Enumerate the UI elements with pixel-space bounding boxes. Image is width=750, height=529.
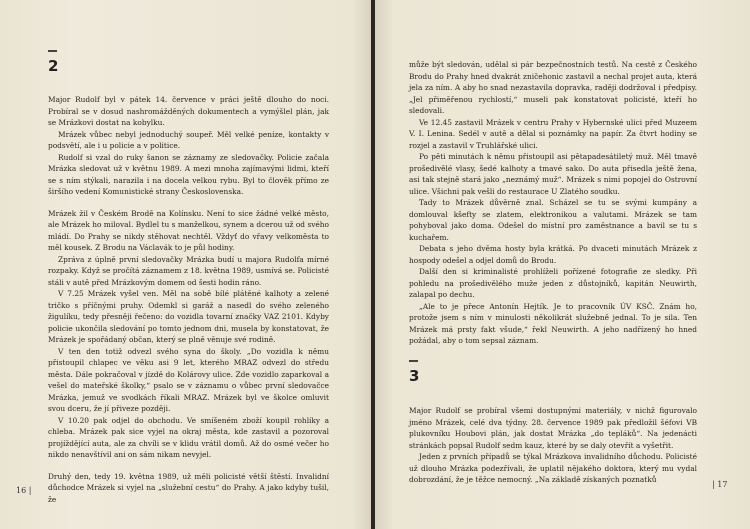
chapter-dash (409, 360, 418, 362)
paragraph: V ten den totiž odvezl svého syna do školy. „Do vozidla k němu přistoupil chlapec ve věku asi 9 let, kterého MRAZ odvezl do středu města. Dále pokračoval v jízdě do Kolárovy ulice. Zde vozidlo zaparkoval a vešel do mateřské školky,“ psalo se v záznamu o vůbec první sledovačce Mrázka, jemuž ve svodkách říkali MRAZ. Mrázek byl ve školce omluvit svou dceru, že jí přiveze později. (48, 346, 329, 413)
right-body-text-bottom (409, 405, 697, 486)
paragraph: Rudolf si vzal do ruky šanon se záznamy ze sledovačky. Policie začala Mrázka sledovat už v květnu 1989. A mezi mnoha zajímavými lidmi, kteří se s ním stýkali, narazila i na docela velkou rybu. Byl to člověk přímo ze širšího vedení Komunistické strany Československa. (48, 152, 329, 196)
chapter-number: 2 (48, 57, 59, 75)
paragraph: Ve 12.45 zastavil Mrázek v centru Prahy v Hybernské ulici před Muzeem V. I. Lenina. Sedél v autě a dělal si poznámky na papír. Za čtvrt hodiny se rozjel a zastavil v Truhlářské ulici. (409, 117, 697, 150)
paragraph: Major Rudolf se probíral všemi dostupnými materiály, v nichž figurovalo jméno Mrázek, celé dva týdny. 28. července 1989 pak předložil šéfovi VB plukovníku Houbovi plán, jak dostat Mrázka „do tepláků“. Na jedenácti stránkách popsal Rudolf sedm kauz, které by se daly otevřít a vyšetřit. (409, 406, 697, 450)
paragraph: Tady to Mrázek důvěrně znal. Scházel se tu se svými kumpány a domlouval kšefty se zlatem, elektronikou a valutami. Mrázek se tam pohyboval jako doma. Odešel do místní pro zaměstnance a bavil se tu s kuchařem. (409, 198, 697, 242)
chapter-number: 3 (409, 367, 420, 385)
paragraph: V 7.25 Mrázek vyšel ven. Měl na sobě bílé plátěné kalhoty a zelené tričko s příčnými pruhy. Odemkl si garáž a nasedl do svého zeleného žigulíku, tedy přesněji řečeno: do vozidla tovarní značky VAZ 2101. Kdyby policie ukončila sledování po tomto jednom dni, musela by konstatovat, že Mrázek je spořádaný občan, který se plně věnuje své rodině. (48, 289, 329, 344)
paragraph: Jeden z prvních případů se týkal Mrázkova invalidního důchodu. Policisté už dlouho Mrázka podezřívali, že uplatil nějakého doktora, který mu vydal dobrozdání, že je těžce nemocný. „Na základě získaných poznatků (409, 452, 697, 484)
paragraph: „Ale to je přece Antonín Hejtík. Je to pracovník ÚV KSČ. Znám ho, protože jsem s ním v minulosti několikrát služebně jednal. To je sila. Ten Mrázek má prsty fakt všude,“ řekl Neuwirth. A jeho nadřízený ho hned požádal, aby o tom sepsal záznam. (409, 301, 697, 345)
page-number-left: 16 | (16, 486, 32, 495)
paragraph: V 10.20 pak odjel do obchodu. Ve smíšeném zboží koupil rohlíky a chleba. Mrázek pak sice vyjel na okraj města, kde zastavil a pozoroval projíždějící auta, ale za chvíli se v klidu vrátil domů. Až do osmé večer ho nikdo nenavštívil ani on sám nikam nevyjel. (48, 415, 329, 459)
chapter-heading-right (409, 360, 419, 385)
paragraph: Po pěti minutách k němu přistoupil asi pětapadesátiletý muž. Měl tmavě prošedivělé vlasy, šedé kalhoty a tmavé sako. Do auta přisedla ještě žena, asi tak stejně stará jako „neznámý muž“. Mrázek s nimi popojel do Ostrovní ulice. Všichni pak vešli do restaurace U Zlatého soudku. (409, 152, 697, 196)
page-number-right: | 17 (712, 480, 728, 489)
paragraph: Zpráva z úplně první sledovačky Mrázka budí u majora Rudolfa mírné rozpaky. Když se pročítá záznamem z 18. května 1989, usmívá se. Policisté stáli v autě před Mrázkovým domem od šesti hodin ráno. (48, 254, 329, 287)
paragraph: Mrázek žil v Českém Brodě na Kolínsku. Není to sice žádné velké město, ale Mrázek ho miloval. Bydlel tu s manželkou, synem a dcerou už od svého mládí. Do Prahy se nikdy stěhovat nechtěl. Vždyť do vřavy velkoměsta to měl kousek. Z Brodu na Václavák to je půl hodiny. (48, 208, 329, 252)
paragraph: Mrázek vůbec nebyl jednoduchý soupeř. Měl velké peníze, kontakty v podsvětí, ale i u policie a v politice. (48, 129, 329, 150)
left-body-text (48, 94, 329, 505)
paragraph: Major Rudolf byl v pátek 14. července v práci ještě dlouho do noci. Probíral se v dosud nashromážděných dokumentech a vymýšlel plán, jak se Mrázkovi dostat na kobylku. (48, 95, 329, 127)
paragraph: Druhý den, tedy 19. května 1989, už měli policisté větší štěstí. Invalidní důchodce Mrázek si vyjel na „služební cestu“ do Prahy. A jako kdyby tušil, že (48, 471, 329, 504)
chapter-dash (48, 50, 57, 52)
paragraph: Další den si kriminalisté prohlíželi pořízené fotografie ze sledky. Při pohledu na prošedivělého muže jeden z důstojníků, kapitán Neuwirth, zalapal po dechu. (409, 267, 697, 299)
left-page (0, 0, 371, 529)
paragraph: Debata s jeho dvěma hosty byla krátká. Po dvaceti minutách Mrázek z hospody odešel a odjel domů do Brodu. (409, 244, 697, 265)
chapter-heading-left (48, 50, 58, 75)
paragraph: může být sledován, udělal si pár bezpečnostních testů. Na cestě z Českého Brodu do Prahy hned dvakrát zničehonic zastavil a nechal projet auta, která jela za ním. A aby ho snad nezastavila dopravka, raději dodržoval i předpisy. „Jel přiměřenou rychlostí,“ museli pak konstatovat policisté, kteří ho sledovali. (409, 60, 697, 115)
right-page (375, 0, 750, 529)
right-body-text-top (409, 59, 697, 347)
